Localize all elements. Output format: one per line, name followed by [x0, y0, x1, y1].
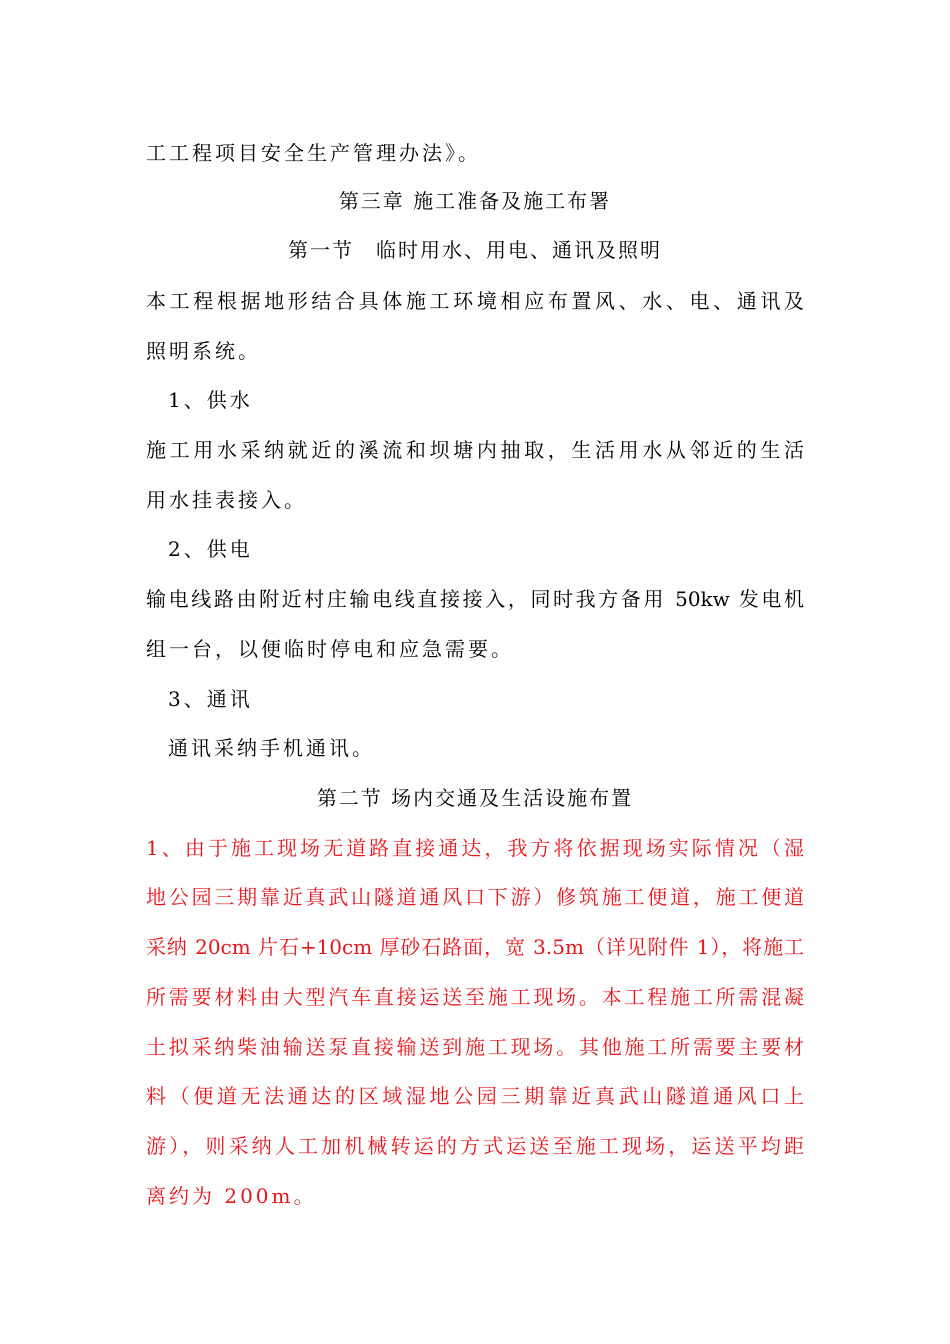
subsection-heading: 2、供电: [168, 537, 253, 561]
highlighted-line: 游），则采纳人工加机械转运的方式运送至施工现场，运送平均距: [146, 1134, 804, 1158]
highlighted-line: 料（便道无法通达的区域湿地公园三期靠近真武山隧道通风口上: [146, 1084, 804, 1108]
highlighted-line: 土拟采纳柴油输送泵直接输送到施工现场。其他施工所需要主要材: [146, 1035, 804, 1059]
body-line: 本工程根据地形结合具体施工环境相应布置风、水、电、通讯及: [146, 289, 804, 313]
body-line: 通讯采纳手机通讯。: [168, 736, 375, 760]
highlighted-line: 所需要材料由大型汽车直接运送至施工现场。本工程施工所需混凝: [146, 985, 804, 1009]
body-line: 组一台，以便临时停电和应急需要。: [146, 637, 514, 661]
chapter-heading: 第三章 施工准备及施工布署: [338, 189, 612, 213]
body-line: 用水挂表接入。: [146, 488, 307, 512]
section-heading: 第二节 场内交通及生活设施布置: [316, 786, 634, 810]
body-line: 照明系统。: [146, 339, 261, 363]
subsection-heading: 1、供水: [168, 388, 253, 412]
highlighted-line: 地公园三期靠近真武山隧道通风口下游）修筑施工便道，施工便道: [146, 885, 804, 909]
highlighted-line: 1、由于施工现场无道路直接通达，我方将依据现场实际情况（湿: [146, 836, 804, 860]
body-line: 工工程项目安全生产管理办法》。: [146, 141, 481, 165]
body-line: 输电线路由附近村庄输电线直接接入，同时我方备用 50kw 发电机: [146, 587, 804, 611]
highlighted-line: 离约为 200m。: [146, 1184, 317, 1208]
subsection-heading: 3、通讯: [168, 687, 253, 711]
highlighted-line: 采纳 20cm 片石+10cm 厚砂石路面，宽 3.5m（详见附件 1），将施工: [146, 935, 804, 959]
body-line: 施工用水采纳就近的溪流和坝塘内抽取，生活用水从邻近的生活: [146, 438, 804, 462]
section-heading: 第一节 临时用水、用电、通讯及照明: [288, 238, 662, 262]
